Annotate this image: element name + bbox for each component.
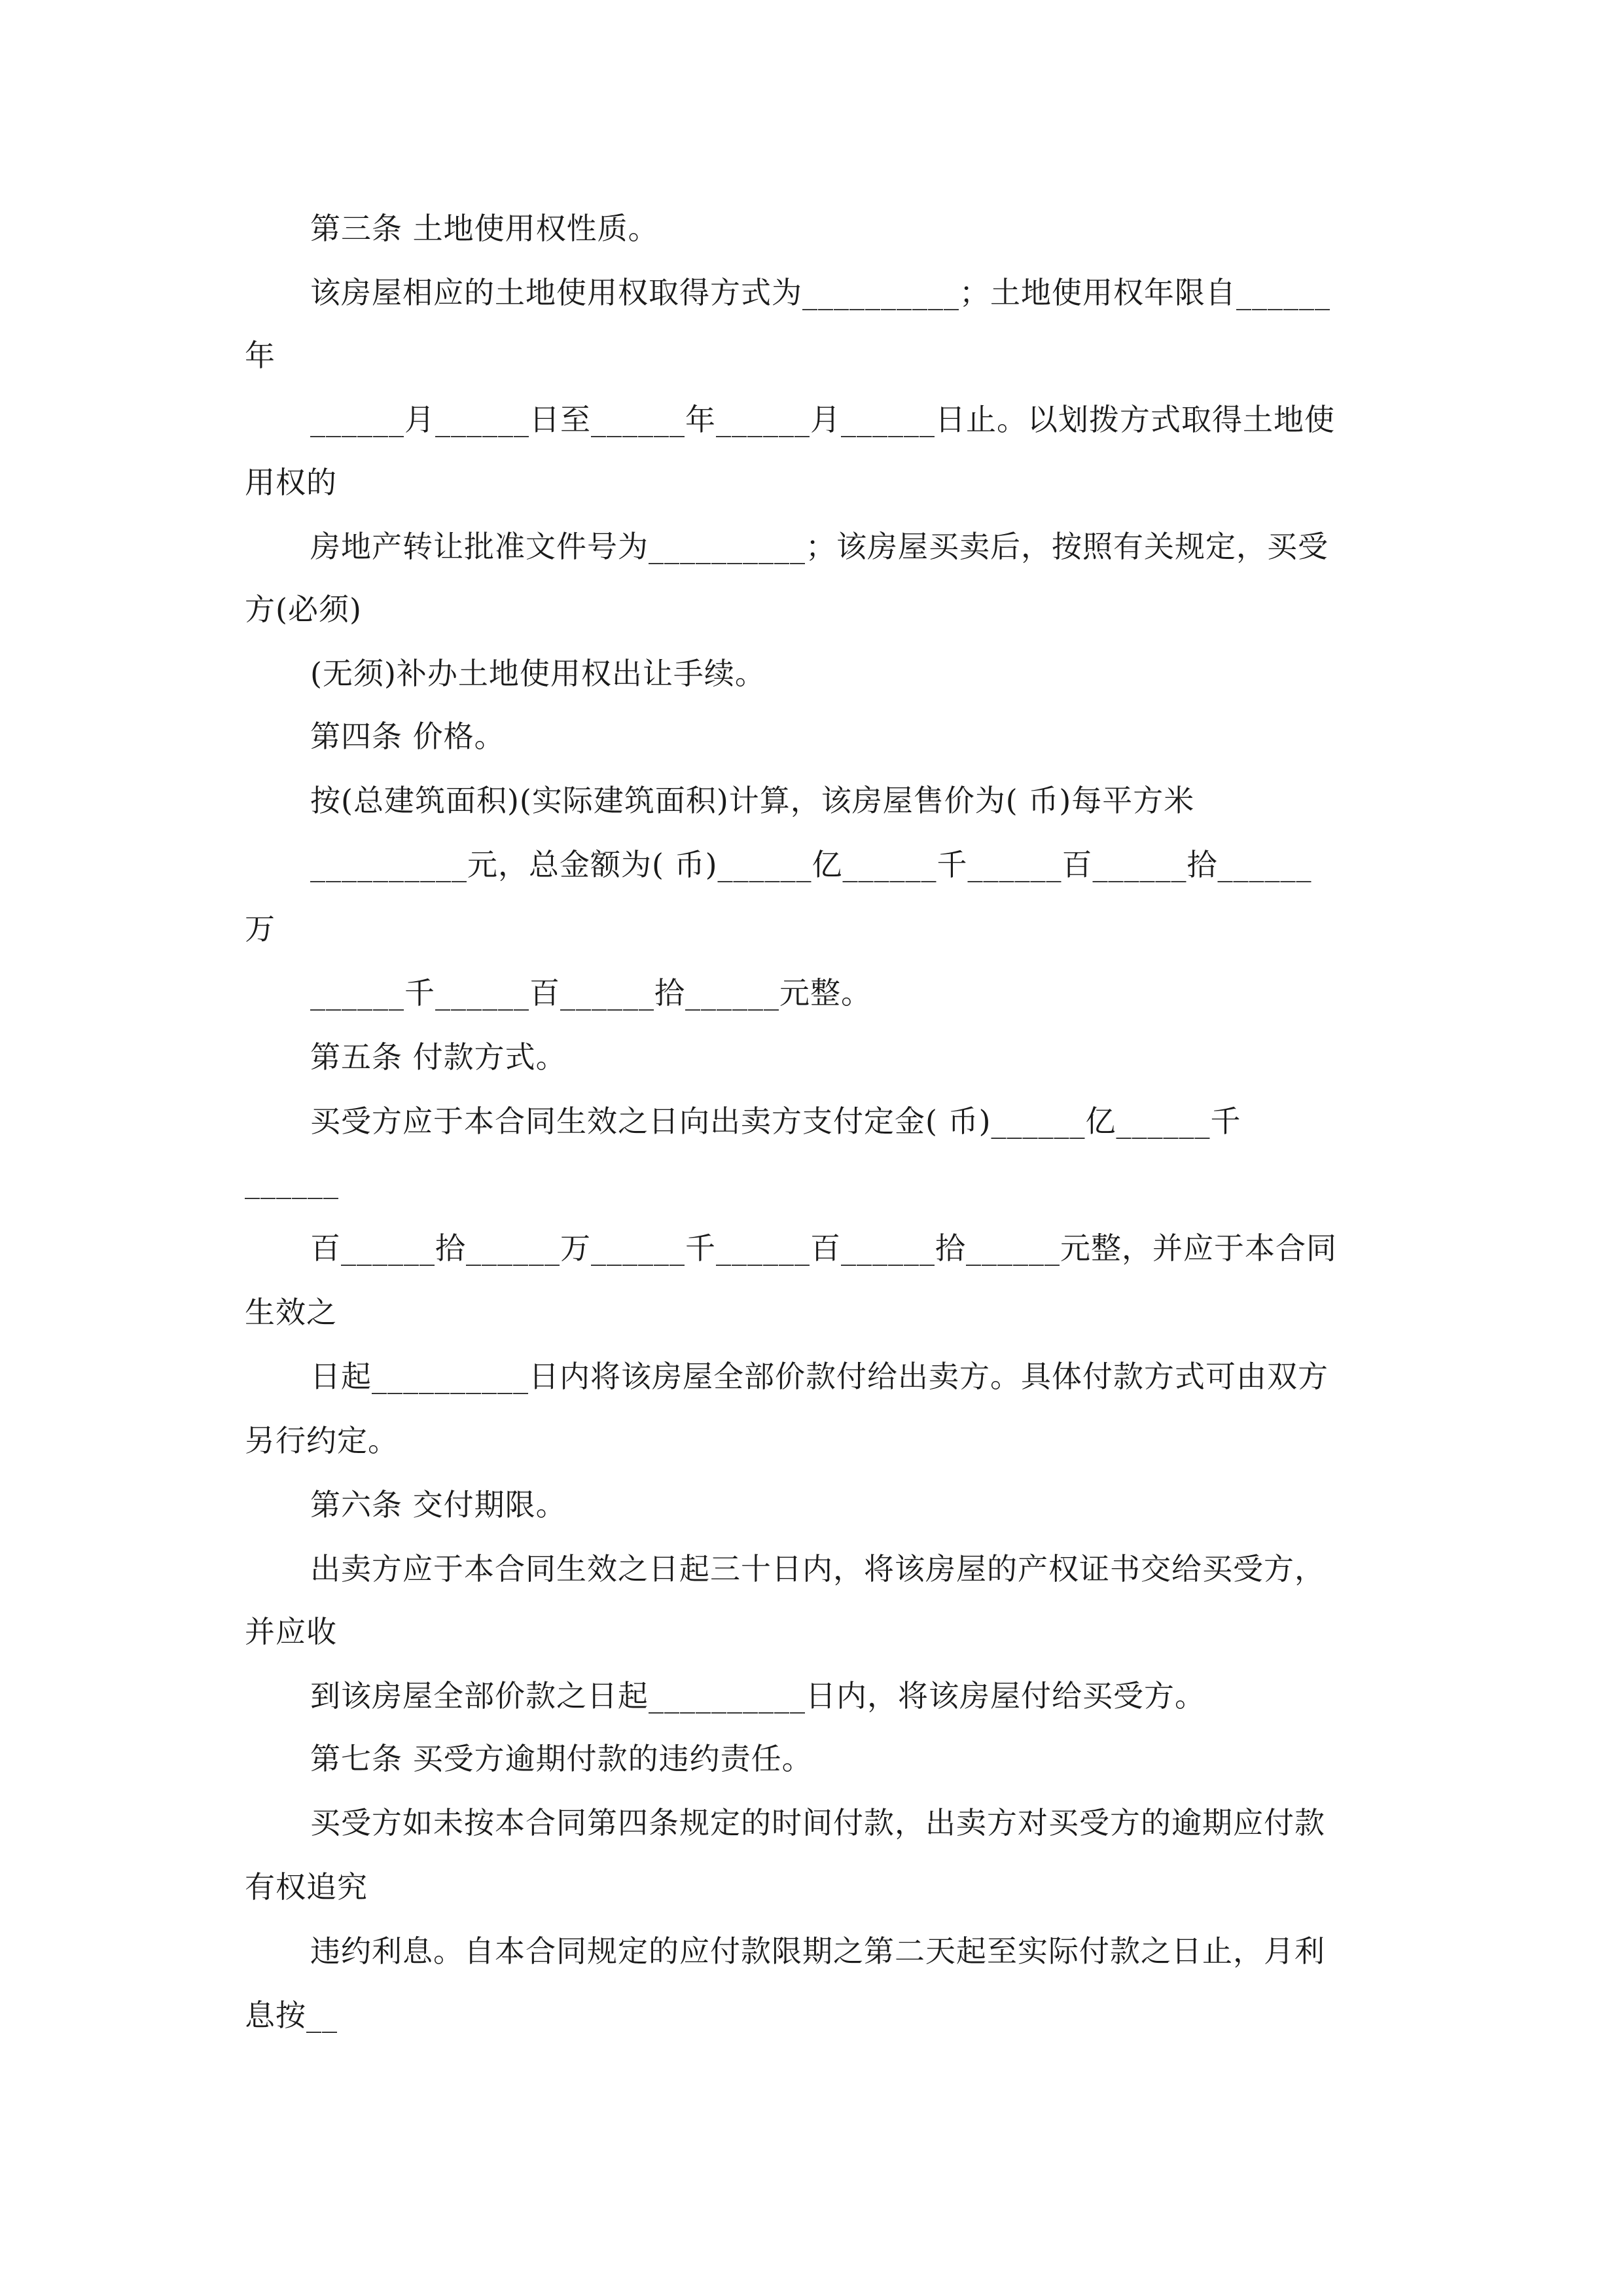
paragraph-line: 出卖方应于本合同生效之日起三十日内，将该房屋的产权证书交给买受方， (310, 1551, 1325, 1587)
paragraph-line: 按(总建筑面积)(实际建筑面积)计算，该房屋售价为( 币)每平方米 (310, 783, 1195, 818)
paragraph-line: 另行约定。 (245, 1423, 399, 1458)
paragraph-line: 息按__ (245, 1998, 338, 2033)
paragraph-line: 有权追究 (245, 1869, 368, 1905)
paragraph-line: ______月______日至______年______月______日止。以划拨方式取得土地使 (310, 402, 1335, 437)
paragraph-line: 生效之 (245, 1295, 337, 1330)
paragraph-line: 万 (245, 911, 276, 946)
paragraph-line: __________元，总金额为( 币)______亿______千______百______拾______ (310, 847, 1312, 882)
article-3-heading: 第三条 土地使用权性质。 (310, 211, 659, 246)
article-5-heading: 第五条 付款方式。 (310, 1039, 567, 1075)
paragraph-line: ______千______百______拾______元整。 (310, 975, 872, 1011)
paragraph-line: 该房屋相应的土地使用权取得方式为__________；土地使用权年限自______ (310, 275, 1330, 310)
paragraph-line: ______ (245, 1164, 339, 1199)
article-6-heading: 第六条 交付期限。 (310, 1487, 567, 1522)
paragraph-line: 买受方应于本合同生效之日向出卖方支付定金( 币)______亿______千 (310, 1103, 1241, 1139)
paragraph-line: 百______拾______万______千______百______拾______元整，并应于本合同 (310, 1230, 1337, 1266)
paragraph-line: 房地产转让批准文件号为__________；该房屋买卖后，按照有关规定，买受 (310, 529, 1329, 564)
paragraph-line: 年 (245, 338, 276, 373)
article-4-heading: 第四条 价格。 (310, 719, 505, 754)
paragraph-line: 方(必须) (245, 592, 362, 627)
paragraph-line: 并应收 (245, 1614, 337, 1649)
paragraph-line: 买受方如未按本合同第四条规定的时间付款，出卖方对买受方的逾期应付款 (310, 1805, 1325, 1840)
paragraph-line: 日起__________日内将该房屋全部价款付给出卖方。具体付款方式可由双方 (310, 1359, 1329, 1394)
paragraph-line: 用权的 (245, 465, 337, 500)
paragraph-line: 到该房屋全部价款之日起__________日内，将该房屋付给买受方。 (310, 1678, 1205, 1713)
paragraph-line: 违约利息。自本合同规定的应付款限期之第二天起至实际付款之日止，月利 (310, 1933, 1325, 1969)
paragraph-line: (无须)补办土地使用权出让手续。 (310, 656, 766, 691)
article-7-heading: 第七条 买受方逾期付款的违约责任。 (310, 1741, 813, 1776)
